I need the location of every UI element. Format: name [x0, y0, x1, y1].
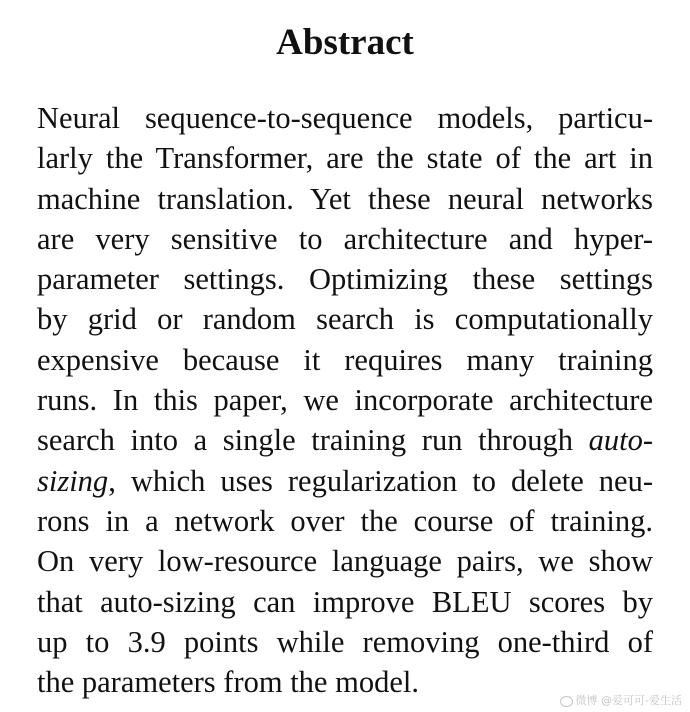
abstract-line: by grid or random search is computationally: [37, 302, 653, 337]
weibo-logo-icon: [560, 696, 573, 707]
watermark-text: 微博 @爱可可-爱生活: [575, 694, 682, 707]
section-title: Abstract: [276, 22, 414, 63]
italic-term: sizing: [37, 463, 109, 498]
italic-term: auto-: [588, 423, 653, 458]
abstract-line: parameter settings. Optimizing these settings: [37, 262, 653, 297]
abstract-line: sizing, which uses regularization to delete neu-: [37, 463, 653, 498]
abstract-line: expensive because it requires many training: [37, 342, 653, 377]
abstract-line: that auto-sizing can improve BLEU scores by: [37, 584, 653, 619]
abstract-body: [37, 98, 653, 702]
abstract-line: are very sensitive to architecture and hyper-: [37, 221, 653, 256]
abstract-line: rons in a network over the course of training.: [37, 503, 653, 538]
abstract-line: Neural sequence-to-sequence models, particu-: [37, 101, 653, 135]
abstract-line: machine translation. Yet these neural networks: [37, 181, 653, 216]
watermark: [560, 694, 682, 708]
abstract-line: larly the Transformer, are the state of the art in: [37, 141, 653, 176]
abstract-line: search into a single training run through auto-: [37, 423, 653, 458]
abstract-line: the parameters from the model.: [37, 665, 419, 700]
abstract-line: runs. In this paper, we incorporate architecture: [37, 383, 653, 418]
abstract-line: up to 3.9 points while removing one-third of: [37, 624, 653, 659]
abstract-line: On very low-resource language pairs, we show: [37, 544, 653, 579]
